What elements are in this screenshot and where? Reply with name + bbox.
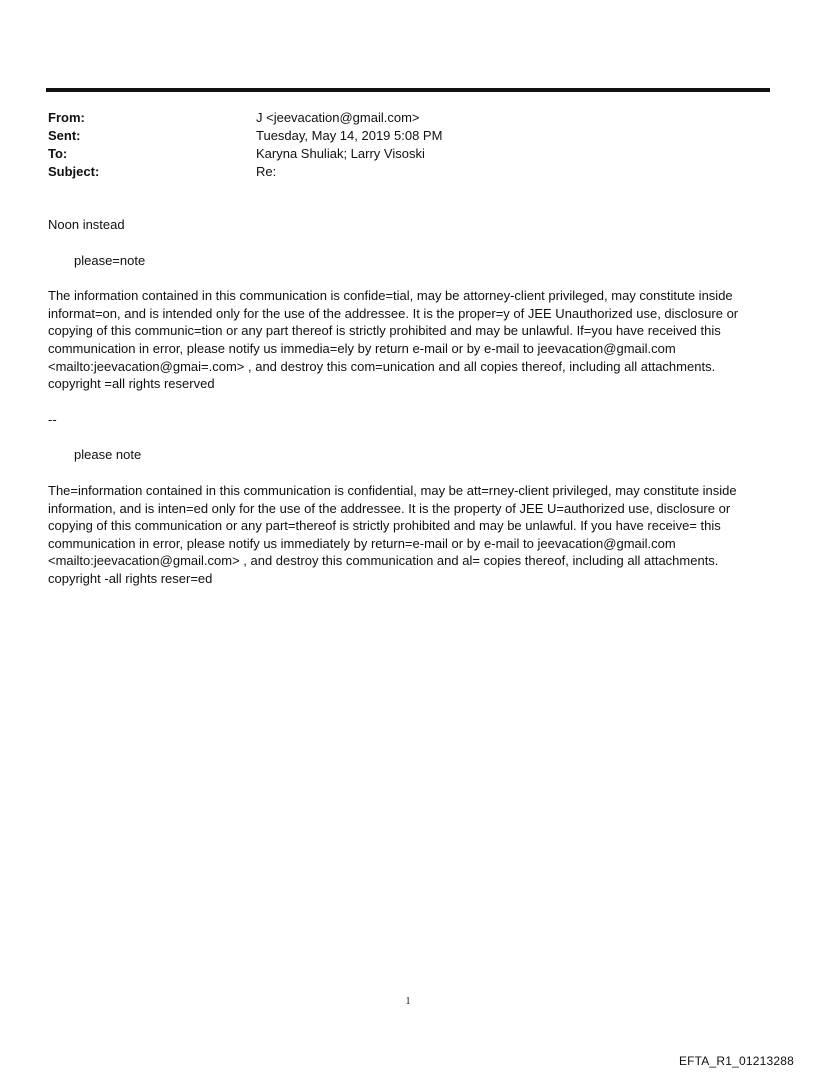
disclaimer-paragraph-1: The information contained in this communication is confide=tial, may be attorney-client privileged, may constitute inside informat=on, and is intended only for the use of the addressee. It is the proper=y of JEE Unauthorized use, disclosure or copying of this communic=tion or any part thereof is strictly prohibited and may be unlawful. If=you have received this communication in error, please notify us immedia=ely by return e-mail or by e-mail to jeevacation@gmail.com <mailto:jeevacation@gmai=.com> , and destroy this com=unication and all copies thereof, including all attachments. copyright =all rights reserved: [48, 288, 739, 392]
message-line: Noon instead: [48, 217, 125, 232]
sent-row: [48, 127, 748, 145]
to-value: Karyna Shuliak; Larry Visoski: [256, 146, 425, 161]
signature-separator: --: [48, 411, 57, 427]
note-heading-1: please=note: [74, 252, 146, 268]
subject-row: [48, 163, 748, 181]
disclaimer-paragraph-2: The=information contained in this communication is confidential, may be att=rney-client privileged, may constitute inside information, and is inten=ed only for the use of the addressee. It is the property of JEE U=authorized use, disclosure or copying of this communication or any part=thereof is strictly prohibited and may be unlawful. If you have receive= this communication in error, please notify us immediately by return=e-mail or by e-mail to jeevacation@gmail.com <mailto:jeevacation@gmail.com> , and destroy this communication and al= copies thereof, including all attachments. copyright -all rights reser=ed: [48, 482, 737, 586]
from-value: J <jeevacation@gmail.com>: [256, 110, 420, 125]
from-label: From:: [48, 110, 85, 125]
subject-label: Subject:: [48, 164, 100, 179]
document-id: EFTA_R1_01213288: [678, 1054, 794, 1068]
top-divider: [46, 88, 770, 92]
to-row: [48, 145, 748, 163]
page-number: 1: [405, 996, 411, 1007]
from-row: [48, 109, 748, 127]
note-heading-2: please note: [74, 447, 142, 463]
subject-value: Re:: [256, 164, 277, 179]
sent-value: Tuesday, May 14, 2019 5:08 PM: [256, 128, 443, 143]
email-header: [48, 109, 748, 181]
email-body: [48, 216, 764, 588]
sent-label: Sent:: [48, 128, 81, 143]
to-label: To:: [48, 146, 68, 161]
